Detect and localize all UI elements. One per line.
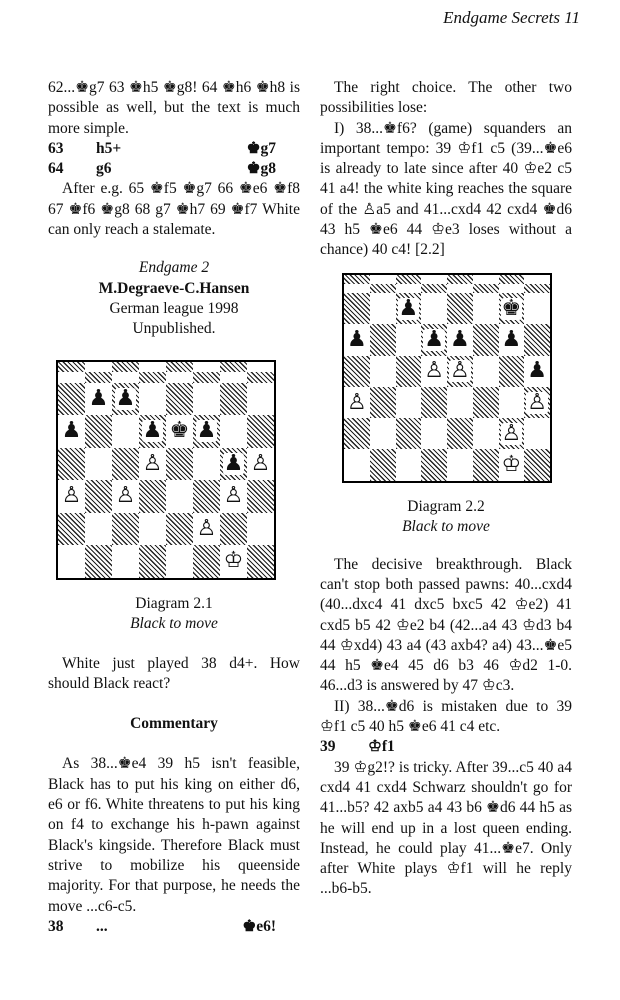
board-square bbox=[193, 480, 220, 513]
section-heading: Commentary bbox=[130, 715, 218, 733]
board-square bbox=[473, 275, 499, 284]
chess-piece: ♙ bbox=[196, 515, 217, 541]
board-square bbox=[112, 545, 139, 578]
board-square bbox=[421, 356, 447, 387]
board-square bbox=[396, 284, 422, 293]
board-square bbox=[370, 356, 396, 387]
board-square bbox=[193, 513, 220, 546]
board-square bbox=[473, 387, 499, 418]
board-square bbox=[473, 293, 499, 324]
board-square bbox=[396, 449, 422, 480]
board-square bbox=[166, 362, 193, 373]
board-square bbox=[421, 275, 447, 284]
move-row: 63 h5+ ♚g7 bbox=[48, 139, 276, 157]
diagram-subcaption: Black to move bbox=[402, 517, 490, 535]
board-square bbox=[247, 480, 274, 513]
chess-piece: ♚ bbox=[169, 418, 190, 444]
board-square bbox=[473, 449, 499, 480]
board-square bbox=[447, 387, 473, 418]
board-square bbox=[220, 415, 247, 448]
board-square bbox=[473, 284, 499, 293]
board-square bbox=[524, 275, 550, 284]
chess-piece: ♟ bbox=[196, 418, 217, 444]
chess-piece: ♟ bbox=[527, 358, 547, 384]
board-square bbox=[247, 415, 274, 448]
paragraph: As 38...♚e4 39 h5 isn't feasible, Black has to put his king on either d6, e6 or f6. White threatens to put his king on f4 to exchange his h-pawn against Black's kingside. Therefore Black must strive to mobilize his queenside majority. For that purpose, he needs the move ...c6-c5. bbox=[48, 755, 300, 915]
paragraph: 62...♚g7 63 ♚h5 ♚g8! 64 ♚h6 ♚h8 is possible as well, but the text is much more simple. bbox=[48, 79, 300, 137]
board-square bbox=[112, 383, 139, 416]
chess-diagram-2-1 bbox=[56, 360, 276, 580]
board-square bbox=[58, 448, 85, 481]
board-square bbox=[370, 387, 396, 418]
board-square bbox=[473, 324, 499, 355]
board-square bbox=[193, 545, 220, 578]
board-square bbox=[85, 448, 112, 481]
chess-piece: ♔ bbox=[223, 548, 244, 574]
chess-piece: ♙ bbox=[501, 420, 522, 446]
board-square bbox=[524, 356, 550, 387]
board-square bbox=[220, 513, 247, 546]
chess-piece: ♟ bbox=[501, 327, 522, 353]
board-square bbox=[112, 513, 139, 546]
board-square bbox=[112, 415, 139, 448]
board-square bbox=[499, 275, 525, 284]
paragraph: The decisive breakthrough. Black can't stop both passed pawns: 40...cxd4 (40...dxc4 41 dxc5 bxc5 42 ♔e2) 41 cxd5 b5 42 ♔e2 b4 (42...a4 43 ♔d3 b4 44 ♔xd4) 43 a4 (43 axb4? a4) 43...♚e5 44 h5 ♚e4 45 d6 b3 46 ♔d2 1-0. 46...d3 is answered by 47 ♔c3. bbox=[320, 555, 572, 695]
board-square bbox=[220, 372, 247, 383]
board-square bbox=[220, 480, 247, 513]
board-square bbox=[247, 362, 274, 373]
board-square bbox=[499, 356, 525, 387]
chess-piece: ♙ bbox=[142, 450, 163, 476]
board-square bbox=[344, 356, 370, 387]
board-square bbox=[166, 383, 193, 416]
board-square bbox=[524, 418, 550, 449]
chess-piece: ♙ bbox=[450, 358, 470, 384]
board-square bbox=[193, 448, 220, 481]
running-header: Endgame Secrets 11 bbox=[443, 8, 580, 27]
board-square bbox=[85, 480, 112, 513]
chess-piece: ♙ bbox=[527, 389, 547, 415]
game-players: M.Degraeve-C.Hansen bbox=[98, 279, 250, 297]
board-square bbox=[421, 387, 447, 418]
board-square bbox=[524, 449, 550, 480]
board-square bbox=[139, 415, 166, 448]
board-square bbox=[166, 480, 193, 513]
board-square bbox=[447, 449, 473, 480]
board-square bbox=[421, 418, 447, 449]
paragraph: 39 ♔g2!? is tricky. After 39...c5 40 a4 cxd4 41 cxd4 Schwarz shouldn't go for 41...b5? 42 axb5 a4 43 b6 ♚d6 44 h5 as he will end up in a lost queen ending. Instead, he could play 41...♚e7. Only after White plays ♔f1 will he reply ...b6-b5. bbox=[320, 758, 572, 898]
board-square bbox=[112, 362, 139, 373]
game-status: Unpublished. bbox=[132, 320, 216, 338]
board-square bbox=[344, 275, 370, 284]
chess-piece: ♟ bbox=[88, 385, 109, 411]
chess-piece: ♟ bbox=[347, 327, 367, 353]
left-column bbox=[48, 78, 300, 937]
board-square bbox=[193, 362, 220, 373]
board-square bbox=[396, 387, 422, 418]
chess-piece: ♙ bbox=[61, 483, 82, 509]
board-square bbox=[344, 418, 370, 449]
board-square bbox=[220, 545, 247, 578]
chess-piece: ♙ bbox=[115, 483, 136, 509]
diagram-caption: Diagram 2.1 bbox=[135, 594, 213, 612]
board-square bbox=[166, 545, 193, 578]
board-square bbox=[166, 513, 193, 546]
board-square bbox=[421, 293, 447, 324]
board-square bbox=[139, 513, 166, 546]
board-square bbox=[344, 449, 370, 480]
board-square bbox=[396, 275, 422, 284]
board-square bbox=[85, 545, 112, 578]
board-square bbox=[447, 356, 473, 387]
board-square bbox=[139, 383, 166, 416]
game-event: German league 1998 bbox=[109, 299, 239, 317]
board-square bbox=[220, 362, 247, 373]
board-square bbox=[447, 418, 473, 449]
board-square bbox=[247, 372, 274, 383]
board-square bbox=[58, 480, 85, 513]
chess-piece: ♙ bbox=[424, 358, 444, 384]
board-square bbox=[220, 383, 247, 416]
chess-piece: ♟ bbox=[450, 327, 470, 353]
board-square bbox=[499, 387, 525, 418]
board-square bbox=[396, 418, 422, 449]
board-square bbox=[139, 545, 166, 578]
chess-piece: ♔ bbox=[501, 452, 522, 478]
board-square bbox=[58, 362, 85, 373]
board-square bbox=[166, 415, 193, 448]
paragraph: The right choice. The other two possibilities lose: bbox=[320, 79, 572, 117]
board-square bbox=[139, 372, 166, 383]
board-square bbox=[139, 480, 166, 513]
right-column bbox=[320, 78, 572, 900]
chess-diagram-2-2 bbox=[342, 273, 552, 483]
board-square bbox=[193, 415, 220, 448]
board-square bbox=[85, 415, 112, 448]
board-square bbox=[58, 415, 85, 448]
board-square bbox=[344, 324, 370, 355]
board-square bbox=[473, 418, 499, 449]
chess-piece: ♙ bbox=[250, 450, 271, 476]
paragraph: White just played 38 d4+. How should Black react? bbox=[48, 654, 300, 692]
move-row: 39 ♔f1 bbox=[320, 738, 395, 756]
move-row: 38 ... ♚e6! bbox=[48, 917, 276, 935]
board-square bbox=[421, 324, 447, 355]
board-square bbox=[447, 284, 473, 293]
board-square bbox=[499, 324, 525, 355]
board-square bbox=[139, 362, 166, 373]
board-square bbox=[58, 545, 85, 578]
game-title: Endgame 2 bbox=[138, 259, 210, 277]
board-square bbox=[166, 448, 193, 481]
board-square bbox=[85, 372, 112, 383]
board-square bbox=[193, 383, 220, 416]
board-square bbox=[499, 284, 525, 293]
board-square bbox=[370, 275, 396, 284]
board-square bbox=[499, 293, 525, 324]
board-square bbox=[473, 356, 499, 387]
paragraph: I) 38...♚f6? (game) squanders an important tempo: 39 ♔f1 c5 (39...♚e6 is already to late since after 40 ♔e2 c5 41 a4! the white king reaches the square of the ♙a5 and 41...cxd4 42 cxd4 ♚d6 43 h5 ♚e6 44 ♔e3 loses without a chance) 40 c4! [2.2] bbox=[320, 119, 572, 259]
board-square bbox=[370, 418, 396, 449]
board-square bbox=[499, 449, 525, 480]
chess-piece: ♟ bbox=[223, 450, 244, 476]
board-square bbox=[524, 284, 550, 293]
board-square bbox=[370, 284, 396, 293]
board-square bbox=[247, 513, 274, 546]
board-square bbox=[58, 513, 85, 546]
board-square bbox=[499, 418, 525, 449]
board-square bbox=[524, 387, 550, 418]
diagram-caption: Diagram 2.2 bbox=[407, 497, 485, 515]
board-square bbox=[85, 513, 112, 546]
diagram-subcaption: Black to move bbox=[130, 614, 218, 632]
board-square bbox=[112, 372, 139, 383]
board-square bbox=[370, 293, 396, 324]
board-square bbox=[370, 449, 396, 480]
chess-piece: ♙ bbox=[347, 389, 367, 415]
chess-piece: ♟ bbox=[398, 295, 419, 321]
board-square bbox=[112, 448, 139, 481]
board-square bbox=[58, 372, 85, 383]
board-square bbox=[396, 324, 422, 355]
board-square bbox=[396, 356, 422, 387]
board-square bbox=[85, 383, 112, 416]
board-square bbox=[447, 293, 473, 324]
board-square bbox=[344, 387, 370, 418]
board-square bbox=[524, 324, 550, 355]
board-square bbox=[421, 449, 447, 480]
chess-piece: ♟ bbox=[424, 327, 444, 353]
board-square bbox=[85, 362, 112, 373]
board-square bbox=[58, 383, 85, 416]
board-square bbox=[220, 448, 247, 481]
board-square bbox=[447, 275, 473, 284]
board-square bbox=[370, 324, 396, 355]
paragraph: II) 38...♚d6 is mistaken due to 39 ♔f1 c5 40 h5 ♚e6 41 c4 etc. bbox=[320, 697, 572, 736]
move-row: 64 g6 ♚g8 bbox=[48, 160, 276, 178]
board-square bbox=[166, 372, 193, 383]
board-square bbox=[193, 372, 220, 383]
chess-piece: ♟ bbox=[115, 385, 136, 411]
paragraph: After e.g. 65 ♚f5 ♚g7 66 ♚e6 ♚f8 67 ♚f6 ♚g8 68 g7 ♚h7 69 ♚f7 White can only reach a stalemate. bbox=[48, 180, 300, 239]
board-square bbox=[247, 448, 274, 481]
board-square bbox=[396, 293, 422, 324]
board-square bbox=[112, 480, 139, 513]
chess-piece: ♟ bbox=[142, 418, 163, 444]
board-square bbox=[247, 545, 274, 578]
board-square bbox=[344, 293, 370, 324]
board-square bbox=[447, 324, 473, 355]
chess-piece: ♟ bbox=[61, 418, 82, 444]
board-square bbox=[524, 293, 550, 324]
board-square bbox=[421, 284, 447, 293]
chess-piece: ♚ bbox=[501, 295, 522, 321]
board-square bbox=[344, 284, 370, 293]
chess-piece: ♙ bbox=[223, 483, 244, 509]
board-square bbox=[247, 383, 274, 416]
board-square bbox=[139, 448, 166, 481]
